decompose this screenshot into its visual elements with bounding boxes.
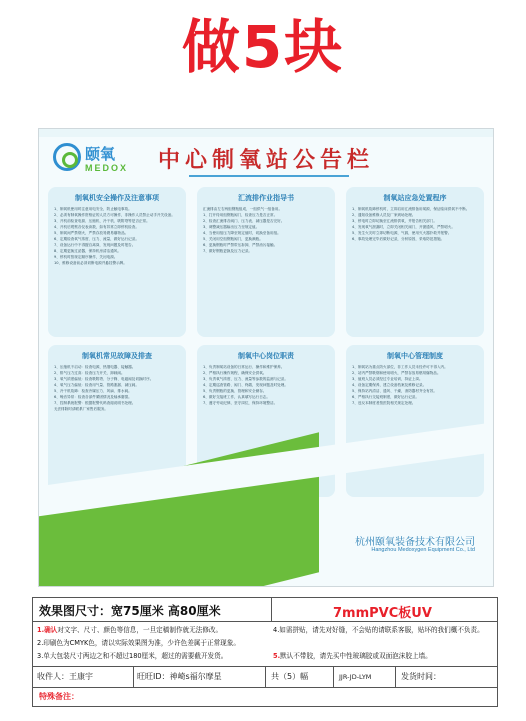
note-red: 1.确认 <box>37 626 58 634</box>
card-title: 制氧中心岗位职责 <box>238 352 294 360</box>
remark-label: 特殊备注： <box>39 692 79 701</box>
card-body: 1、制氧机故障停机时，立即启用汇流排备用氧源，保证临床供氧不中断。 2、通知设备维修人员及厂家到场处理。 3、停电时立即切换至汇流排供氧，并报告相关部门。 4、发现氧气泄漏时，立即关闭相关阀门，开窗通风，严禁明火。 5、发生火灾时立即切断电源、气源，使用灭火器扑救并报警。 6、事故处理完毕后做好记录，分析原因，采取防范措施。 <box>352 207 470 241</box>
divider <box>333 667 334 688</box>
divider <box>395 667 396 688</box>
spec-size-row <box>33 598 497 622</box>
card-body: 1、压缩机不启动：检查电源、热继电器、接触器。 2、排气压力过高：检查压力开关、卸载阀。 3、氧气浓度偏低：检查吸附塔、分子筛、电磁阀及切换时序。 4、氧气压力偏低：检查用气量、管路泄漏、减压阀。 5、冷干机故障：检查冷媒压力、风扇、排水阀。 6、噪音异常：检查各部件紧固情况及轴承磨损。 7、控制系统报警：根据报警代码查阅说明书处理。 无法排除时请联系厂家售后服务。 <box>54 365 154 411</box>
order-id: 旺旺ID：神崎s福尔摩星 <box>137 672 222 681</box>
receiver: 收件人：王康宇 <box>37 672 93 681</box>
spec-remark-row <box>33 688 497 707</box>
note-text: 对文字、尺寸、颜色等信息，一旦定稿制作就无法修改。 <box>57 626 223 634</box>
card-safety-operation <box>48 187 186 337</box>
spec-notes-row <box>33 622 497 667</box>
divider <box>271 598 272 622</box>
quantity-headline: 做5块 <box>181 13 345 81</box>
divider <box>133 667 134 688</box>
notice-board-preview <box>38 128 494 587</box>
company-name-en: Hangzhou Medoxygen Equipment Co., Ltd <box>371 547 475 553</box>
card-body: 1、负责制氧站设备的日常运行、操作和维护保养。 2、严格执行操作规程，确保安全供氧。 3、负责氧气浓度、压力、流量等参数的监测与记录。 4、定期巡查管路、阀门、终端，发现问题及时处理。 5、负责钢瓶的更换、管理和安全储存。 6、做好交接班工作，认真填写运行日志。 7、遵守劳动纪律，坚守岗位，保持环境整洁。 <box>203 365 288 405</box>
note-text: 2.印刷色为CMYK色，请以实际效果图为准，少许色差属于正常现象。 <box>37 639 240 647</box>
card-management-rules <box>346 345 484 497</box>
card-title: 制氧中心管理制度 <box>387 352 443 360</box>
card-title: 制氧机常见故障及排查 <box>82 352 152 360</box>
card-manifold-guide <box>197 187 335 337</box>
note-text: 3.单大包装尺寸两边之和不超过180厘米，超过的需要截开发货。 <box>37 652 228 660</box>
spec-table <box>32 597 498 707</box>
title-underline <box>189 175 349 177</box>
board-title: 中心制氧站公告栏 <box>157 148 374 173</box>
ship-time: 发货时间： <box>401 672 441 681</box>
card-title: 制氧站应急处置程序 <box>383 194 447 202</box>
material-label: 7mmPVC板UV <box>333 606 432 621</box>
size-label: 效果图尺寸：宽75厘米 高80厘米 <box>39 604 221 618</box>
card-title: 制氧机安全操作及注意事项 <box>75 194 159 202</box>
company-name-cn: 杭州颐氧装备技术有限公司 <box>355 537 475 548</box>
note-text: 4.如需拼贴，请先对好缝，不会贴的请联系客服，贴坏的我们概不负责。 <box>273 626 484 634</box>
code: JJR-JD-LYM <box>339 673 372 681</box>
card-body: 1、制氧机使用时注意用电安全，防止触电事故。 2、必须有制氧操作资格证的人员方可操作，非操作人员禁止动手开关设备。 3、开机前检查电源、压缩机、冷干机、吸附塔等是否正常。 4、开机后观察各仪表读数，如有异常立即停机检查。 5、制氧间严禁烟火，严禁存放易燃易爆物品。 6、定期检查氧气浓度、压力、流量，做好运行记录。 7、设备运行中不得擅自离岗，发现问题及时报告。 8、定期更换过滤器，保持机房清洁通风。 9、停机时按规定顺序操作，关闭电源。 10、维修设备前必须切断电源并悬挂警示牌。 <box>54 207 175 265</box>
card-body: 1、制氧站为重点防火部位，非工作人员未经许可不得入内。 2、站内严禁吸烟和使用明火，严禁存放易燃易爆物品。 3、值班人员必须经过专业培训，持证上岗。 4、设备定期保养，建立设备档案及维修记录。 5、保持站内清洁、通风、干燥，消防器材齐全有效。 6、严格执行交接班制度，做好运行记录。 7、违反本制度者按医院相关规定处理。 <box>352 365 448 405</box>
spec-order-row <box>33 667 497 688</box>
divider <box>265 667 266 688</box>
logo-cn-text: 颐氧 <box>85 145 116 163</box>
note-4 <box>273 625 495 635</box>
note-5 <box>273 651 432 661</box>
note-3 <box>37 651 227 661</box>
card-title: 汇流排作业指导书 <box>238 194 294 202</box>
note-text: 默认不带胶，请先买中性玻璃胶或双面泡沫胶上墙。 <box>280 652 432 660</box>
note-red: 5. <box>273 652 281 660</box>
logo-en-text: MEDOX <box>85 163 129 173</box>
card-emergency-procedure <box>346 187 484 337</box>
note-2 <box>37 638 240 648</box>
card-body: 汇流排由左右两组钢瓶组成，一组供气一组备用。 1、打开待用组钢瓶阀门，检查压力是否正常。 2、检查汇流排各阀门、压力表、减压器是否完好。 3、调整减压器输出压力至规定值。 4、当使用组压力降至规定值时，切换至备用组。 5、关闭用空组钢瓶阀门，更换满瓶。 6、更换钢瓶时严禁带压拆卸，严禁油污接触。 7、做好钢瓶更换及压力记录。 <box>203 207 285 253</box>
note-1 <box>37 625 222 635</box>
board-top-band <box>39 129 493 137</box>
quantity: 共（5）幅 <box>271 672 309 681</box>
